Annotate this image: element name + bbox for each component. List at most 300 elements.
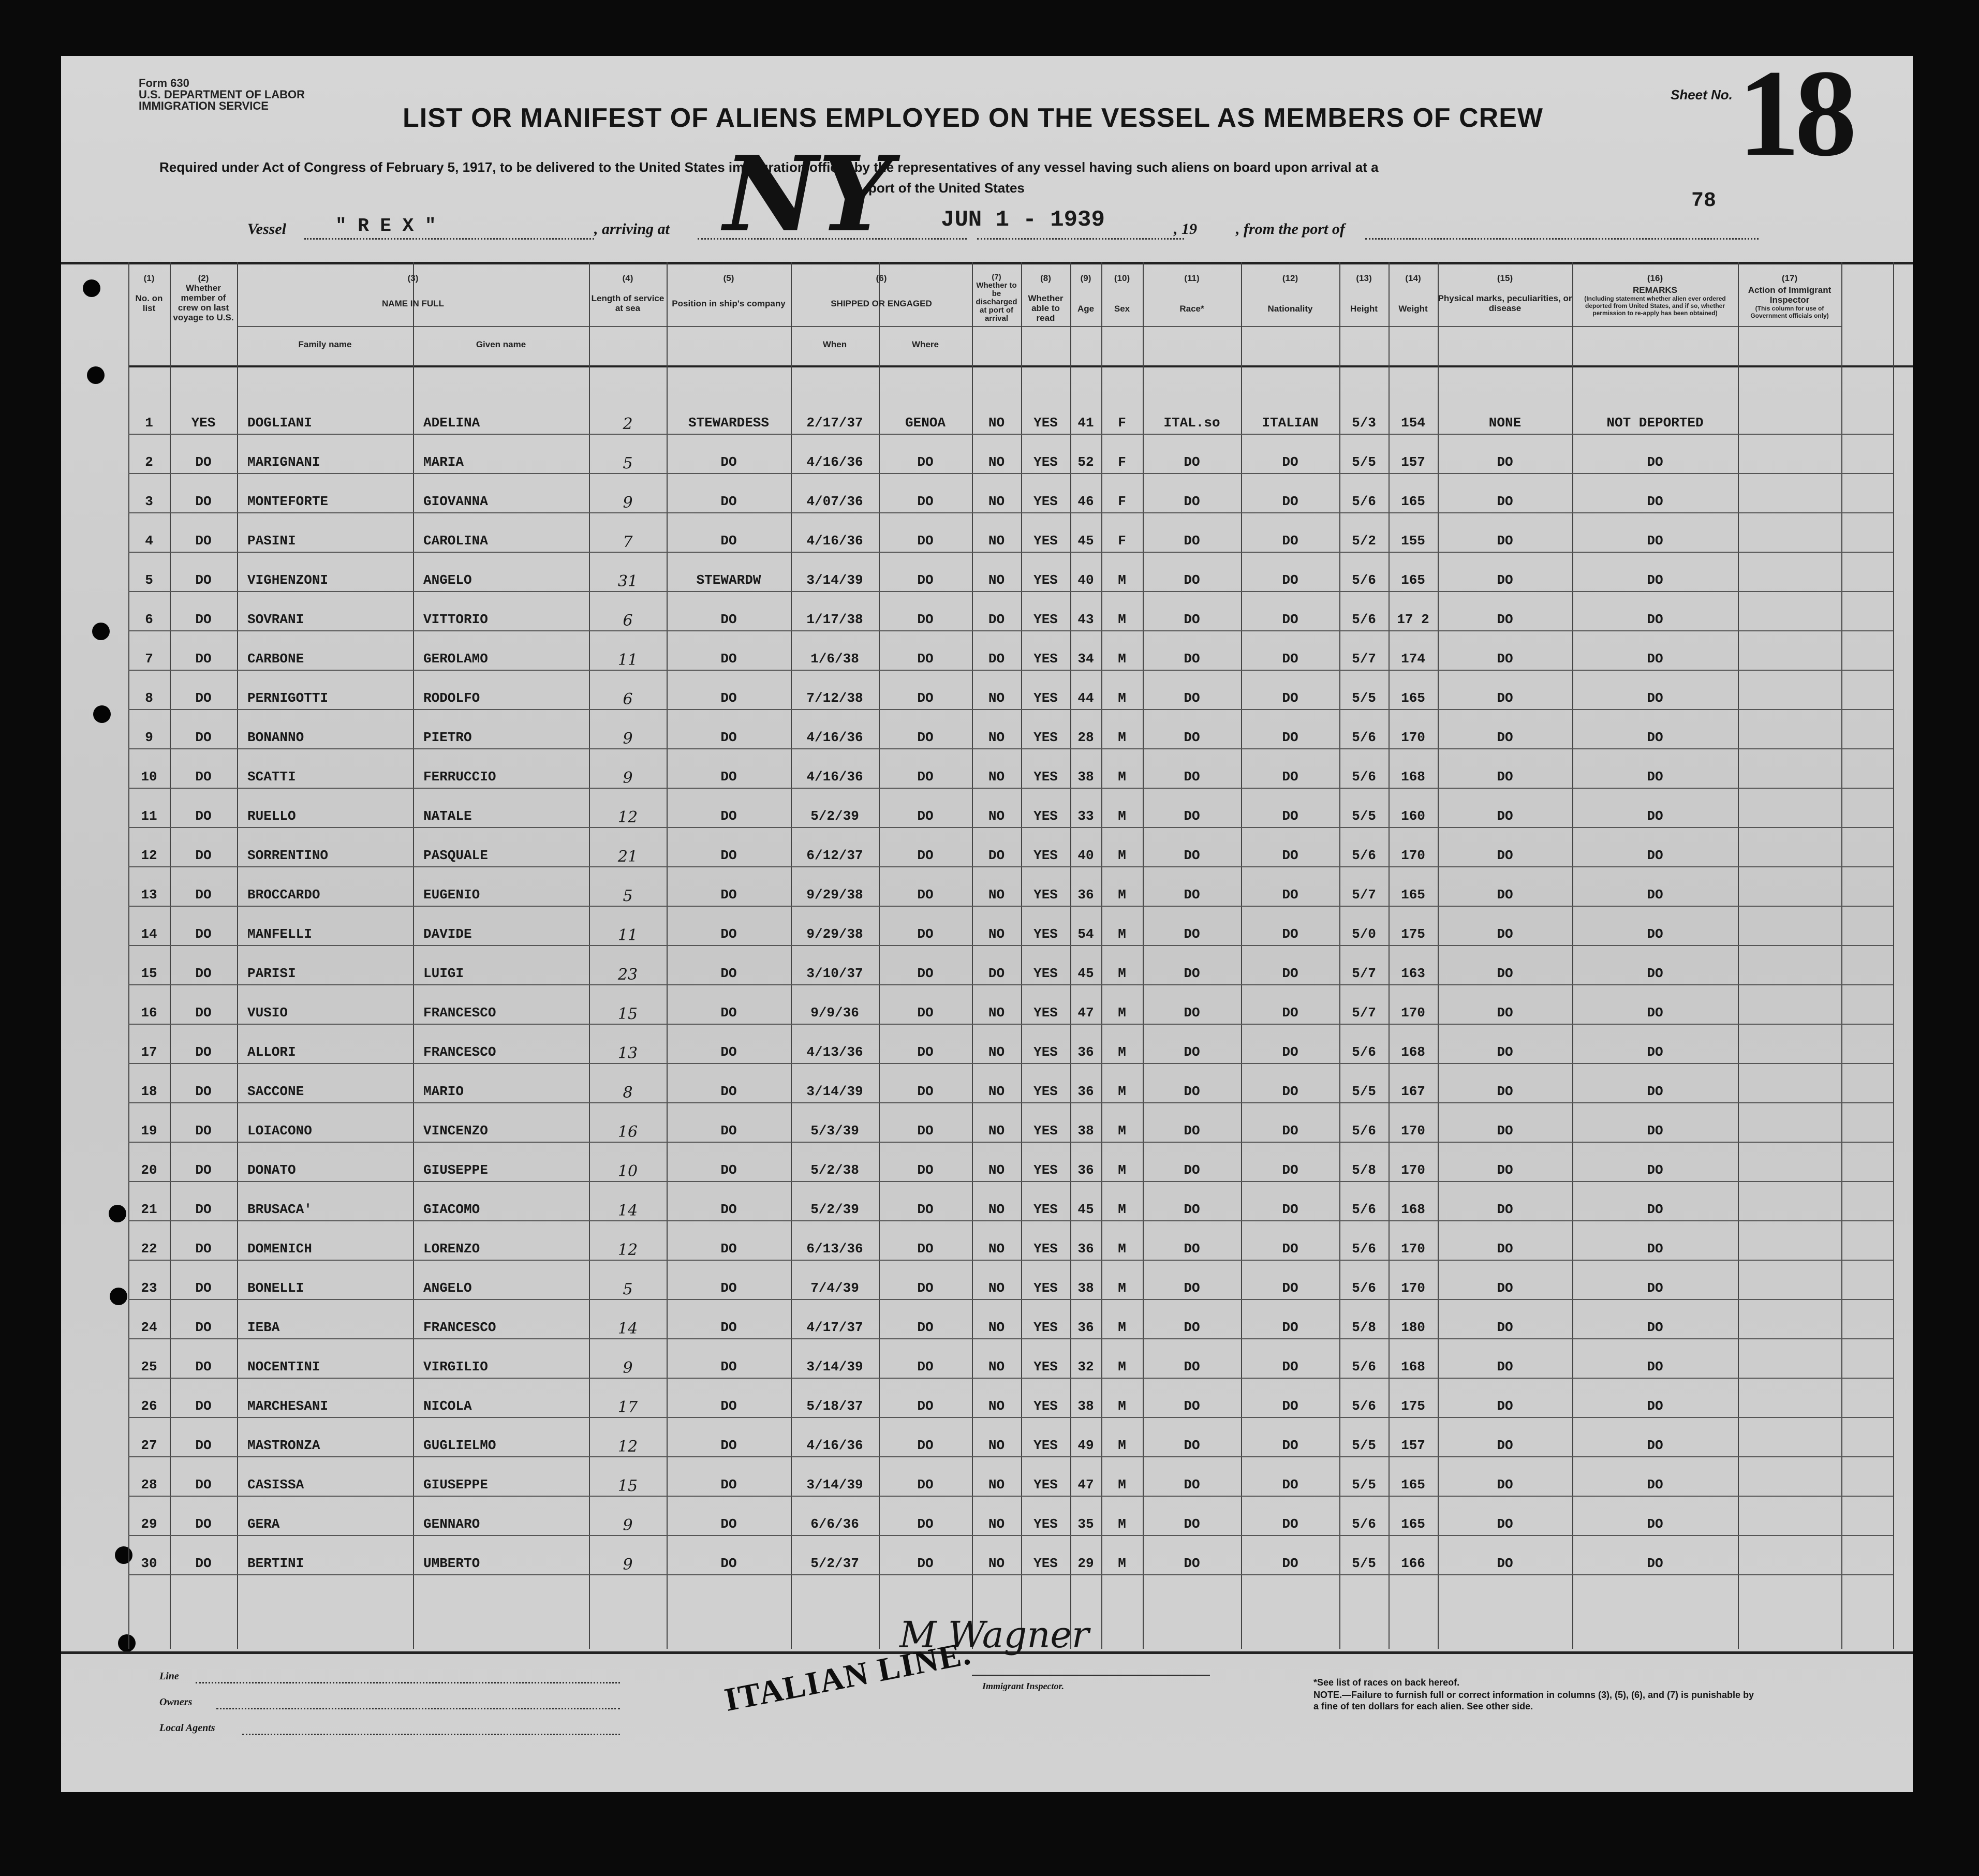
sex: M <box>1118 1359 1126 1375</box>
weight: 168 <box>1401 769 1425 785</box>
nationality: DO <box>1282 1202 1298 1217</box>
weight: 165 <box>1401 887 1425 903</box>
length-of-service: 11 <box>617 651 638 669</box>
weight: 160 <box>1401 808 1425 824</box>
column-header <box>1143 273 1241 314</box>
remarks: DO <box>1647 1162 1663 1178</box>
prior-voyage: DO <box>195 730 212 745</box>
able-to-read: YES <box>1033 690 1058 706</box>
family-name: MONTEFORTE <box>247 494 329 509</box>
length-of-service: 13 <box>617 1044 638 1062</box>
nationality: DO <box>1282 1044 1298 1060</box>
remarks: DO <box>1647 1398 1663 1414</box>
race: DO <box>1184 1123 1200 1139</box>
sex: M <box>1118 1005 1126 1021</box>
family-name: NOCENTINI <box>247 1359 320 1375</box>
family-name: MASTRONZA <box>247 1438 320 1453</box>
column-header <box>128 273 170 313</box>
prior-voyage: DO <box>195 1084 212 1099</box>
given-name: PIETRO <box>423 730 472 745</box>
column-label: Sex <box>1114 304 1130 314</box>
prior-voyage: DO <box>195 1005 212 1021</box>
given-name: FERRUCCIO <box>423 769 496 785</box>
row-divider <box>128 906 1893 907</box>
height: 5/6 <box>1352 1202 1376 1217</box>
given-name: FRANCESCO <box>423 1044 496 1060</box>
height: 5/0 <box>1352 926 1376 942</box>
position: DO <box>720 848 737 863</box>
physical-marks: DO <box>1497 1123 1513 1139</box>
length-of-service: 2 <box>623 415 633 433</box>
to-be-discharged: NO <box>988 1320 1005 1335</box>
age: 32 <box>1077 1359 1094 1375</box>
column-divider <box>413 262 414 1649</box>
race: DO <box>1184 494 1200 509</box>
given-name: NICOLA <box>423 1398 472 1414</box>
position: DO <box>720 1516 737 1532</box>
column-number: (15) <box>1497 273 1513 283</box>
physical-marks: DO <box>1497 454 1513 470</box>
given-name: FRANCESCO <box>423 1005 496 1021</box>
age: 36 <box>1077 1241 1094 1257</box>
age: 40 <box>1077 848 1094 863</box>
nationality: DO <box>1282 1241 1298 1257</box>
engaged-when: 4/16/36 <box>806 730 863 745</box>
family-name: CASISSA <box>247 1477 304 1493</box>
row-number: 4 <box>145 533 153 549</box>
age: 38 <box>1077 1280 1094 1296</box>
prior-voyage: YES <box>191 415 216 431</box>
remarks: DO <box>1647 1516 1663 1532</box>
row-number: 28 <box>141 1477 157 1493</box>
position: DO <box>720 494 737 509</box>
length-of-service: 14 <box>617 1202 638 1220</box>
age: 35 <box>1077 1516 1094 1532</box>
row-number: 13 <box>141 887 157 903</box>
column-number: (5) <box>723 273 734 283</box>
engaged-where: DO <box>917 1162 934 1178</box>
length-of-service: 9 <box>623 494 633 512</box>
column-label: No. on list <box>135 293 163 313</box>
to-be-discharged: NO <box>988 1123 1005 1139</box>
to-be-discharged: NO <box>988 808 1005 824</box>
length-of-service: 10 <box>617 1162 638 1180</box>
position: DO <box>720 1123 737 1139</box>
sex: M <box>1118 690 1126 706</box>
column-label: Length of service at sea <box>591 293 664 313</box>
physical-marks: DO <box>1497 1280 1513 1296</box>
age: 49 <box>1077 1438 1094 1453</box>
prior-voyage: DO <box>195 612 212 627</box>
page-subtitle-line2: port of the United States <box>868 180 1025 196</box>
sex: M <box>1118 1438 1126 1453</box>
prior-voyage: DO <box>195 926 212 942</box>
column-header <box>972 273 1021 323</box>
nationality: DO <box>1282 926 1298 942</box>
family-name: ALLORI <box>247 1044 296 1060</box>
race: DO <box>1184 1162 1200 1178</box>
prior-voyage: DO <box>195 966 212 981</box>
engaged-where: DO <box>917 612 934 627</box>
row-number: 29 <box>141 1516 157 1532</box>
weight: 180 <box>1401 1320 1425 1335</box>
row-number: 1 <box>145 415 153 431</box>
weight: 170 <box>1401 1280 1425 1296</box>
able-to-read: YES <box>1033 1398 1058 1414</box>
race: DO <box>1184 1241 1200 1257</box>
row-divider <box>128 1102 1893 1103</box>
sex: M <box>1118 848 1126 863</box>
height: 5/5 <box>1352 1556 1376 1571</box>
physical-marks: DO <box>1497 1044 1513 1060</box>
remarks: DO <box>1647 1123 1663 1139</box>
race: DO <box>1184 887 1200 903</box>
able-to-read: YES <box>1033 1241 1058 1257</box>
position: DO <box>720 454 737 470</box>
column-label: NAME IN FULL <box>382 299 444 308</box>
row-divider <box>128 1535 1893 1536</box>
prior-voyage: DO <box>195 1359 212 1375</box>
weight: 170 <box>1401 1005 1425 1021</box>
height: 5/6 <box>1352 1123 1376 1139</box>
height: 5/2 <box>1352 533 1376 549</box>
arriving-label: , arriving at <box>594 220 670 238</box>
form-stamp-line: IMMIGRATION SERVICE <box>139 99 269 112</box>
nationality: DO <box>1282 454 1298 470</box>
position: DO <box>720 1359 737 1375</box>
column-label: Whether able to read <box>1028 293 1064 323</box>
nationality: DO <box>1282 612 1298 627</box>
signature-fill-line <box>972 1675 1210 1676</box>
page-code: 78 <box>1691 189 1717 213</box>
column-header <box>1021 273 1070 323</box>
height: 5/6 <box>1352 769 1376 785</box>
engaged-when: 5/18/37 <box>806 1398 863 1414</box>
engaged-where: DO <box>917 1320 934 1335</box>
race: DO <box>1184 1005 1200 1021</box>
row-divider <box>128 1417 1893 1418</box>
position: DO <box>720 769 737 785</box>
given-name: NATALE <box>423 808 472 824</box>
age: 28 <box>1077 730 1094 745</box>
sex: M <box>1118 1280 1126 1296</box>
to-be-discharged: NO <box>988 1084 1005 1099</box>
page-title: LIST OR MANIFEST OF ALIENS EMPLOYED ON THE VESSEL AS MEMBERS OF CREW <box>403 103 1543 133</box>
row-number: 20 <box>141 1162 157 1178</box>
position: DO <box>720 926 737 942</box>
column-label: Weight <box>1398 304 1428 314</box>
nationality: DO <box>1282 1084 1298 1099</box>
given-name: GIUSEPPE <box>423 1477 488 1493</box>
family-name: PERNIGOTTI <box>247 690 329 706</box>
race: DO <box>1184 690 1200 706</box>
column-label: Whether member of crew on last voyage to U.S. <box>173 283 234 322</box>
column-header <box>1572 273 1738 317</box>
given-name: DAVIDE <box>423 926 472 942</box>
row-divider <box>128 1220 1893 1221</box>
race: DO <box>1184 612 1200 627</box>
length-of-service: 8 <box>623 1084 633 1102</box>
height: 5/5 <box>1352 690 1376 706</box>
race: DO <box>1184 848 1200 863</box>
position: DO <box>720 808 737 824</box>
age: 45 <box>1077 1202 1094 1217</box>
race: DO <box>1184 1084 1200 1099</box>
physical-marks: DO <box>1497 533 1513 549</box>
given-name: LORENZO <box>423 1241 480 1257</box>
position: DO <box>720 1044 737 1060</box>
physical-marks: DO <box>1497 1005 1513 1021</box>
row-number: 6 <box>145 612 153 627</box>
to-be-discharged: DO <box>988 612 1005 627</box>
prior-voyage: DO <box>195 1202 212 1217</box>
age: 44 <box>1077 690 1094 706</box>
remarks: DO <box>1647 690 1663 706</box>
row-divider <box>128 709 1893 710</box>
engaged-where: DO <box>917 1516 934 1532</box>
column-label: Whether to be discharged at port of arrival <box>976 281 1017 323</box>
nationality: DO <box>1282 1556 1298 1571</box>
from-port-label: , from the port of <box>1236 220 1345 238</box>
column-number: (4) <box>622 273 633 283</box>
column-number: (6) <box>876 273 887 283</box>
position: DO <box>720 1556 737 1571</box>
physical-marks: DO <box>1497 1162 1513 1178</box>
remarks: DO <box>1647 1044 1663 1060</box>
engaged-when: 6/12/37 <box>806 848 863 863</box>
to-be-discharged: NO <box>988 1477 1005 1493</box>
vessel-label: Vessel <box>247 220 286 238</box>
family-name: DONATO <box>247 1162 296 1178</box>
line-fill-line <box>196 1682 620 1683</box>
physical-marks: DO <box>1497 1438 1513 1453</box>
column-header <box>667 273 791 308</box>
given-name: VINCENZO <box>423 1123 488 1139</box>
engaged-when: 3/14/39 <box>806 1359 863 1375</box>
column-divider <box>1841 262 1842 1649</box>
race: DO <box>1184 926 1200 942</box>
column-header <box>1339 273 1389 314</box>
weight: 17 2 <box>1397 612 1429 627</box>
position: DO <box>720 651 737 667</box>
row-number: 22 <box>141 1241 157 1257</box>
column-label: Height <box>1350 304 1378 314</box>
length-of-service: 12 <box>617 808 638 826</box>
engaged-where: DO <box>917 533 934 549</box>
family-name: DOMENICH <box>247 1241 312 1257</box>
engaged-when: 1/17/38 <box>806 612 863 627</box>
column-number: (11) <box>1184 273 1200 283</box>
age: 33 <box>1077 808 1094 824</box>
row-number: 3 <box>145 494 153 509</box>
family-name: SACCONE <box>247 1084 304 1099</box>
to-be-discharged: DO <box>988 651 1005 667</box>
given-name: VITTORIO <box>423 612 488 627</box>
length-of-service: 16 <box>617 1123 638 1141</box>
sex: M <box>1118 1320 1126 1335</box>
able-to-read: YES <box>1033 769 1058 785</box>
given-name: GIACOMO <box>423 1202 480 1217</box>
weight: 168 <box>1401 1044 1425 1060</box>
sex: M <box>1118 1516 1126 1532</box>
sex: M <box>1118 926 1126 942</box>
height: 5/6 <box>1352 572 1376 588</box>
physical-marks: DO <box>1497 1359 1513 1375</box>
row-divider <box>128 1378 1893 1379</box>
column-divider <box>237 262 238 1649</box>
to-be-discharged: NO <box>988 1398 1005 1414</box>
engaged-where: DO <box>917 454 934 470</box>
given-name: CAROLINA <box>423 533 488 549</box>
family-name: PASINI <box>247 533 296 549</box>
engaged-when: 7/12/38 <box>806 690 863 706</box>
given-name: ANGELO <box>423 572 472 588</box>
position: DO <box>720 1320 737 1335</box>
prior-voyage: DO <box>195 1280 212 1296</box>
family-name: SCATTI <box>247 769 296 785</box>
height: 5/7 <box>1352 887 1376 903</box>
age: 45 <box>1077 966 1094 981</box>
engaged-when: 5/2/39 <box>810 808 859 824</box>
sex: M <box>1118 730 1126 745</box>
position: DO <box>720 1005 737 1021</box>
column-number: (14) <box>1405 273 1421 283</box>
engaged-where: DO <box>917 1241 934 1257</box>
engaged-when: 2/17/37 <box>806 415 863 431</box>
age: 41 <box>1077 415 1094 431</box>
sex: M <box>1118 1202 1126 1217</box>
nationality: DO <box>1282 848 1298 863</box>
race: DO <box>1184 1516 1200 1532</box>
length-of-service: 11 <box>617 926 638 944</box>
sex: M <box>1118 1477 1126 1493</box>
row-number: 23 <box>141 1280 157 1296</box>
prior-voyage: DO <box>195 887 212 903</box>
age: 36 <box>1077 887 1094 903</box>
position: DO <box>720 1241 737 1257</box>
column-header <box>791 273 972 308</box>
physical-marks: DO <box>1497 887 1513 903</box>
engaged-when: 9/29/38 <box>806 887 863 903</box>
column-number: (13) <box>1356 273 1372 283</box>
column-number: (9) <box>1080 273 1091 283</box>
row-number: 11 <box>141 808 157 824</box>
position: DO <box>720 690 737 706</box>
physical-marks: DO <box>1497 848 1513 863</box>
row-divider <box>128 1456 1893 1457</box>
engaged-where: DO <box>917 1398 934 1414</box>
physical-marks: DO <box>1497 1084 1513 1099</box>
nationality: DO <box>1282 1123 1298 1139</box>
length-of-service: 17 <box>617 1398 638 1416</box>
able-to-read: YES <box>1033 494 1058 509</box>
remarks: DO <box>1647 533 1663 549</box>
weight: 157 <box>1401 1438 1425 1453</box>
family-name: SOVRANI <box>247 612 304 627</box>
arriving-port: NY <box>723 134 892 255</box>
engaged-when: 9/9/36 <box>810 1005 859 1021</box>
to-be-discharged: NO <box>988 1359 1005 1375</box>
race: DO <box>1184 808 1200 824</box>
engaged-where: GENOA <box>905 415 946 431</box>
remarks: DO <box>1647 1438 1663 1453</box>
row-number: 14 <box>141 926 157 942</box>
race: DO <box>1184 1320 1200 1335</box>
age: 54 <box>1077 926 1094 942</box>
family-name: MARIGNANI <box>247 454 320 470</box>
local-agents-label: Local Agents <box>159 1722 215 1734</box>
row-divider <box>128 630 1893 631</box>
to-be-discharged: NO <box>988 926 1005 942</box>
owners-fill-line <box>216 1708 620 1709</box>
height: 5/6 <box>1352 1398 1376 1414</box>
inspector-signature: M Wagner <box>899 1614 1089 1656</box>
physical-marks: DO <box>1497 730 1513 745</box>
length-of-service: 6 <box>623 612 633 630</box>
weight: 165 <box>1401 1477 1425 1493</box>
weight: 165 <box>1401 690 1425 706</box>
prior-voyage: DO <box>195 1241 212 1257</box>
column-subheader: When <box>822 339 847 349</box>
engaged-when: 3/14/39 <box>806 1477 863 1493</box>
able-to-read: YES <box>1033 1202 1058 1217</box>
row-number: 7 <box>145 651 153 667</box>
able-to-read: YES <box>1033 415 1058 431</box>
to-be-discharged: NO <box>988 769 1005 785</box>
race: DO <box>1184 1202 1200 1217</box>
row-divider <box>128 1142 1893 1143</box>
prior-voyage: DO <box>195 1398 212 1414</box>
sex: M <box>1118 769 1126 785</box>
nationality: DO <box>1282 1516 1298 1532</box>
row-divider <box>128 788 1893 789</box>
to-be-discharged: NO <box>988 887 1005 903</box>
length-of-service: 9 <box>623 1556 633 1574</box>
physical-marks: DO <box>1497 1477 1513 1493</box>
column-divider <box>1893 262 1894 1649</box>
able-to-read: YES <box>1033 454 1058 470</box>
nationality: DO <box>1282 966 1298 981</box>
given-name: PASQUALE <box>423 848 488 863</box>
physical-marks: DO <box>1497 1241 1513 1257</box>
given-name: UMBERTO <box>423 1556 480 1571</box>
able-to-read: YES <box>1033 1516 1058 1532</box>
family-name: PARISI <box>247 966 296 981</box>
column-note: (Including statement whether alien ever ordered deported from United States, and if so, whether permission to re-apply has been obtained) <box>1584 295 1726 317</box>
family-name: MANFELLI <box>247 926 312 942</box>
nationality: DO <box>1282 572 1298 588</box>
column-label: SHIPPED OR ENGAGED <box>831 299 932 308</box>
given-name: ANGELO <box>423 1280 472 1296</box>
remarks: DO <box>1647 1005 1663 1021</box>
header-divider <box>128 365 1913 367</box>
row-divider <box>128 1496 1893 1497</box>
age: 38 <box>1077 1123 1094 1139</box>
weight: 168 <box>1401 1202 1425 1217</box>
nationality: DO <box>1282 1005 1298 1021</box>
position: DO <box>720 1477 737 1493</box>
age: 36 <box>1077 1084 1094 1099</box>
remarks: DO <box>1647 651 1663 667</box>
remarks: DO <box>1647 730 1663 745</box>
physical-marks: DO <box>1497 1398 1513 1414</box>
engaged-where: DO <box>917 1556 934 1571</box>
position: DO <box>720 533 737 549</box>
sex: M <box>1118 966 1126 981</box>
family-name: IEBA <box>247 1320 280 1335</box>
form-stamp <box>139 78 305 112</box>
length-of-service: 21 <box>617 848 638 866</box>
